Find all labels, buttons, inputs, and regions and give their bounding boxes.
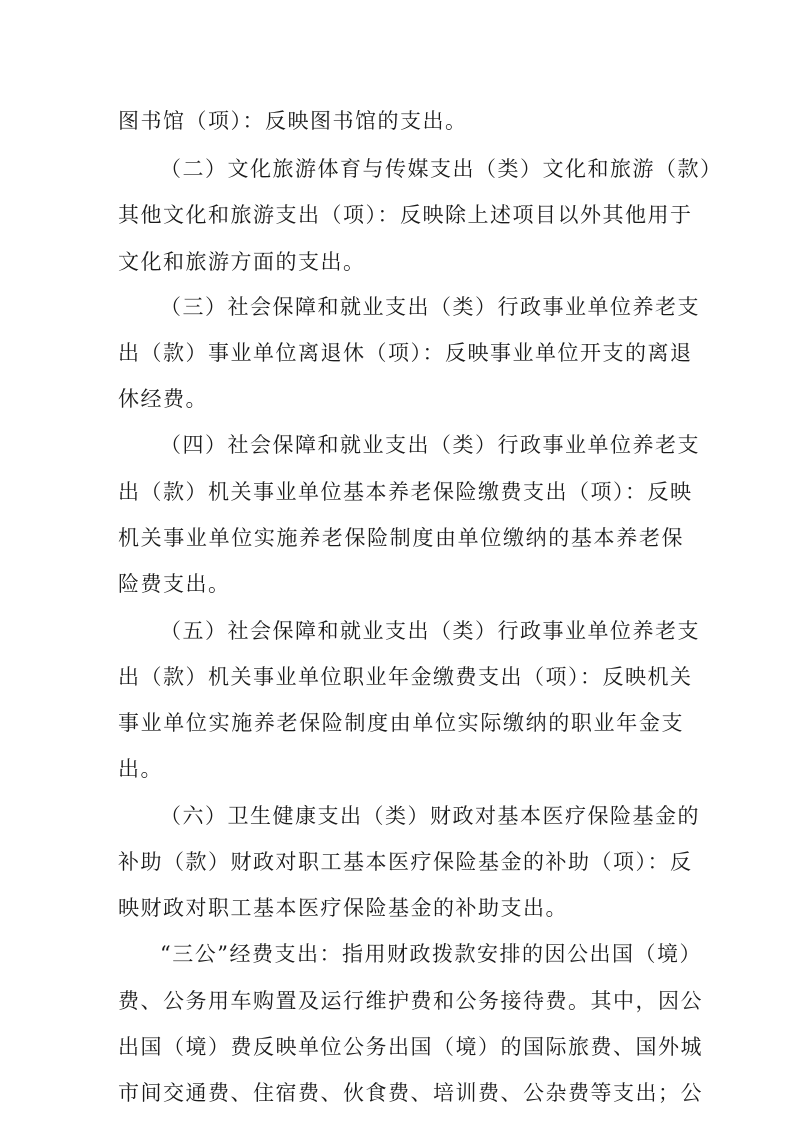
text-line: 出。 <box>118 757 163 781</box>
text-line: 市间交通费、住宿费、伙食费、培训费、公杂费等支出；公 <box>118 1081 703 1105</box>
text-line: （六）卫生健康支出（类）财政对基本医疗保险基金的 <box>160 804 700 828</box>
text-line: 费、公务用车购置及运行维护费和公务接待费。其中，因公 <box>118 989 703 1013</box>
text-line: （二）文化旅游体育与传媒支出（类）文化和旅游（款） <box>160 157 723 181</box>
text-line: 出国（境）费反映单位公务出国（境）的国际旅费、国外城 <box>118 1035 703 1059</box>
text-line: 其他文化和旅游支出（项）：反映除上述项目以外其他用于 <box>118 203 693 227</box>
text-line: 图书馆（项）：反映图书馆的支出。 <box>118 109 468 133</box>
text-line: 休经费。 <box>118 387 208 411</box>
text-line: 补助（款）财政对职工基本医疗保险基金的补助（项）：反 <box>118 850 693 874</box>
text-line: 事业单位实施养老保险制度由单位实际缴纳的职业年金支 <box>118 711 684 735</box>
text-line: 文化和旅游方面的支出。 <box>118 250 366 274</box>
text-line: 出（款）机关事业单位基本养老保险缴费支出（项）：反映 <box>118 480 693 504</box>
text-line: “三公”经费支出：指用财政拨款安排的因公出国（境） <box>160 942 702 966</box>
text-line: 险费支出。 <box>118 572 231 596</box>
text-line: 出（款）机关事业单位职业年金缴费支出（项）：反映机关 <box>118 665 693 689</box>
text-line: 出（款）事业单位离退休（项）：反映事业单位开支的离退 <box>118 341 693 365</box>
text-line: （五）社会保障和就业支出（类）行政事业单位养老支 <box>160 619 700 643</box>
text-line: （四）社会保障和就业支出（类）行政事业单位养老支 <box>160 433 700 457</box>
text-line: 映财政对职工基本医疗保险基金的补助支出。 <box>118 896 568 920</box>
text-line: （三）社会保障和就业支出（类）行政事业单位养老支 <box>160 295 700 319</box>
text-line: 机关事业单位实施养老保险制度由单位缴纳的基本养老保 <box>118 526 684 550</box>
